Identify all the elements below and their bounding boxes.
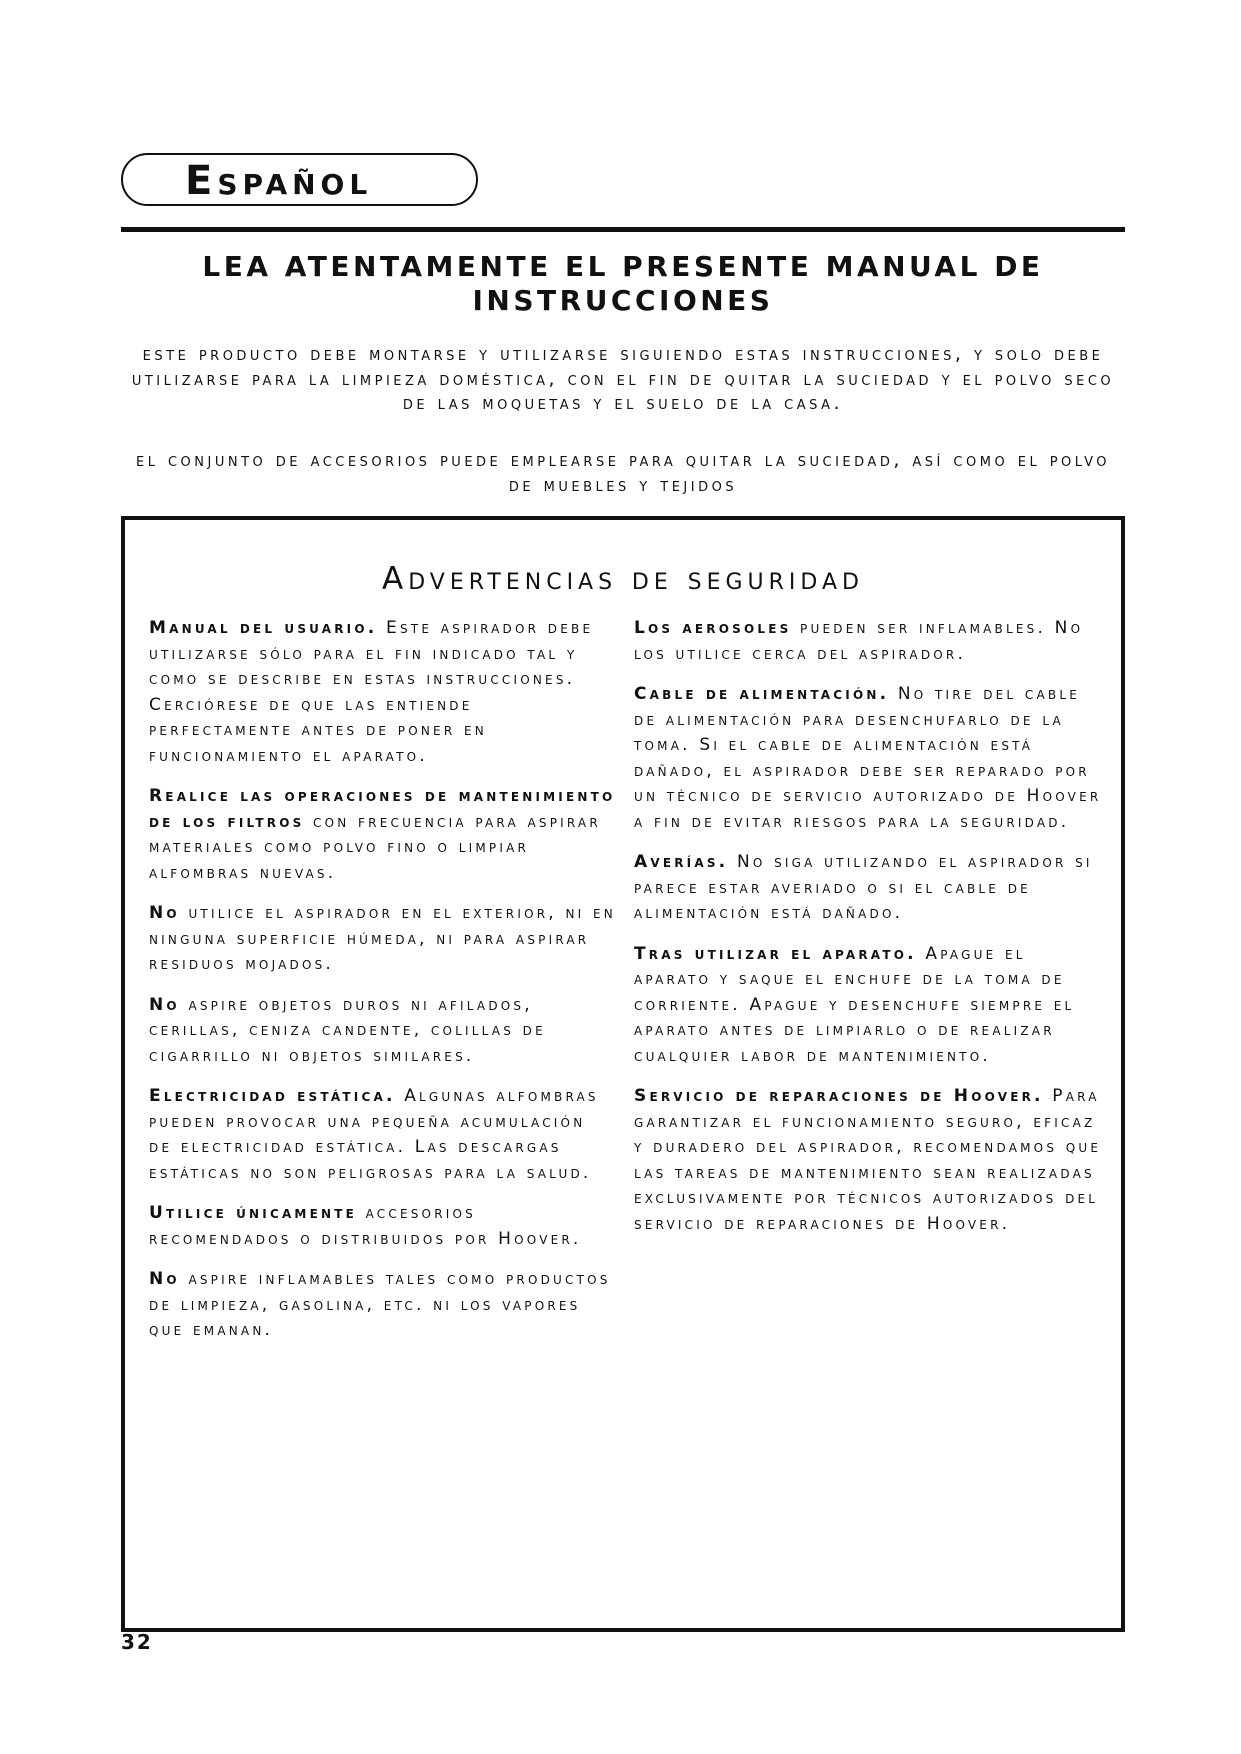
safety-warnings-box [121,516,1125,1632]
safety-item-heading: Averías. [634,852,729,872]
safety-item [149,1267,617,1344]
safety-item-text: Algunas alfombras pueden provocar una pequeña acumulación de electricidad estática. Las descargas estáticas no son peligrosas para la salud. [149,1086,599,1183]
safety-item-text: con frecuencia para aspirar materiales como polvo fino o limpiar alfombras nuevas. [149,811,601,883]
safety-item-text: Apague el aparato y saque el enchufe de la toma de corriente. Apague y desenchufe siempre el aparato antes de limpiarlo o de realizar cualquier labor de mantenimiento. [634,943,1075,1066]
safety-item [634,942,1102,1070]
safety-item-text: No siga utilizando el aspirador si parece estar averiado o si el cable de alimentación está dañado. [634,852,1093,923]
safety-item [149,1084,617,1186]
safety-item-heading: No [149,903,180,923]
safety-item [634,682,1102,835]
intro-paragraph: el conjunto de accesorios puede emplearse para quitar la suciedad, así como el polvo de muebles y tejidos [135,449,1111,496]
safety-item [149,993,617,1070]
safety-item-heading: Servicio de reparaciones de Hoover. [634,1086,1044,1106]
safety-item-heading: Manual del usuario. [149,618,378,638]
intro-paragraph: este producto debe montarse y utilizarse siguiendo estas instrucciones, y solo debe utilizarse para la limpieza doméstica, con el fin de quitar la suciedad y el polvo seco de las moquetas y el suelo de la casa. [131,343,1115,414]
safety-item-heading: No [149,1269,180,1289]
page-number: 32 [121,1630,153,1654]
safety-item [634,616,1102,667]
safety-item-heading: No [149,994,180,1015]
safety-item [149,784,617,886]
safety-item-heading: Electricidad estática. [149,1086,396,1106]
safety-item-heading: Los aerosoles [634,618,792,638]
safety-item-heading: Utilice únicamente [149,1203,357,1223]
safety-item-heading: Cable de alimentación. [634,684,890,704]
safety-item-heading: Realice las operaciones de mantenimiento de los filtros [149,786,616,832]
safety-item-text: Para garantizar el funcionamiento seguro, eficaz y duradero del aspirador, recomendamos que las tareas de mantenimiento sean realizadas exclusivamente por técnicos autorizados del servicio de reparaciones de Hoover. [634,1086,1102,1234]
safety-item [149,616,617,769]
safety-item [634,1084,1102,1237]
language-label: Español [185,158,373,204]
safety-item-text: aspire objetos duros ni afilados, cerillas, ceniza candente, colillas de cigarrillo ni objetos similares. [149,994,546,1066]
safety-item-text: No tire del cable de alimentación para desenchufarlo de la toma. Si el cable de alimentación está dañado, el aspirador debe ser reparado por un técnico de servicio autorizado de Hoover a fin de evitar riesgos para la seguridad. [634,684,1102,832]
safety-item-text: accesorios recomendados o distribuidos por Hoover. [149,1203,582,1249]
safety-item-text: Este aspirador debe utilizarse sólo para el fin indicado tal y como se describe en estas instrucciones. Cerciórese de que las entiende perfectamente antes de poner en funcionamiento el aparato. [149,618,594,766]
language-header [121,153,478,206]
safety-item-text: pueden ser inflamables. No los utilice cerca del aspirador. [634,618,1084,664]
safety-item-text: aspire inflamables tales como productos de limpieza, gasolina, etc. ni los vapores que emanan. [149,1269,611,1340]
safety-item [149,1201,617,1252]
safety-item-heading: Tras utilizar el aparato. [634,943,917,964]
safety-item [634,850,1102,927]
safety-item-text: utilice el aspirador en el exterior, ni en ninguna superficie húmeda, ni para aspirar residuos mojados. [149,903,616,974]
header-divider [121,227,1125,232]
safety-item [149,901,617,978]
page-title: LEA ATENTAMENTE EL PRESENTE MANUAL DE INSTRUCCIONES [202,250,1044,317]
safety-title: Advertencias de seguridad [382,561,864,597]
safety-column-right [634,616,1102,1252]
safety-column-left [149,616,617,1359]
